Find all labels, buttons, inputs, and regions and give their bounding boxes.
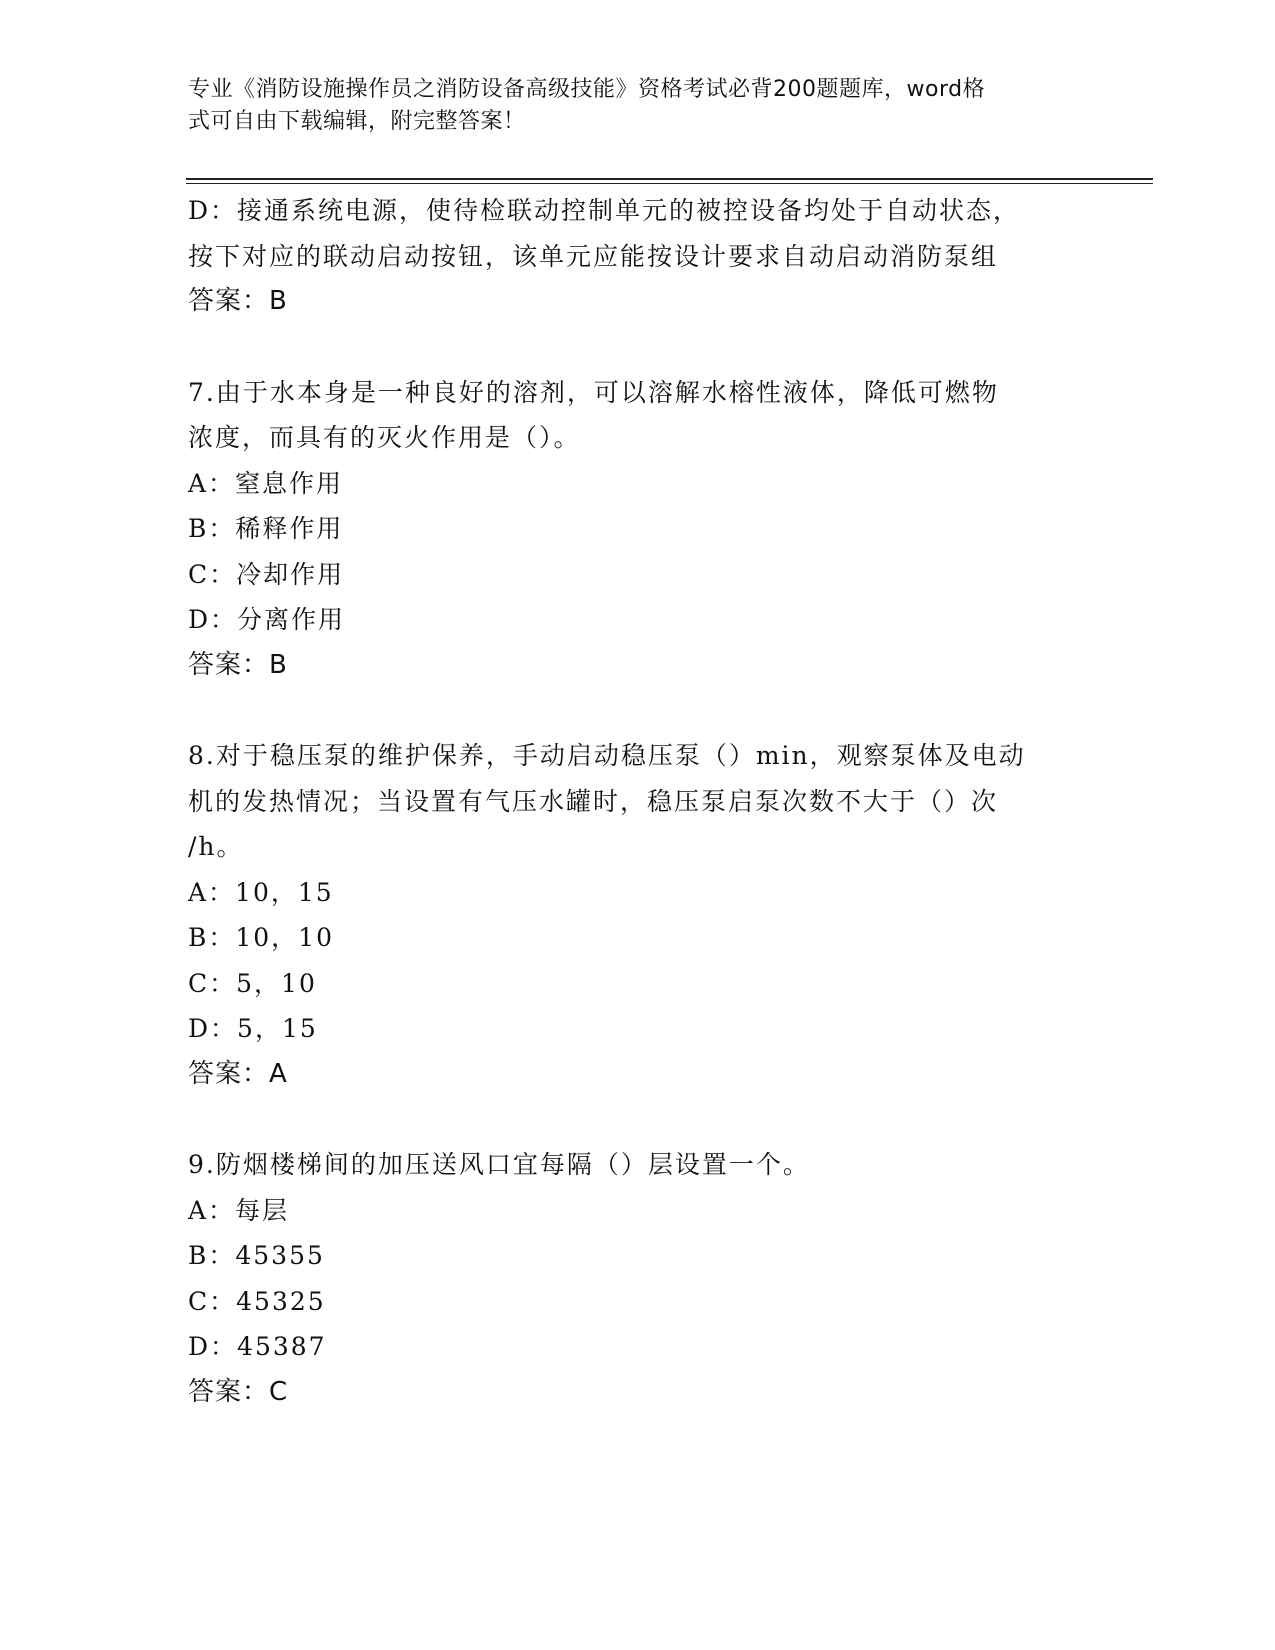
option-b: B：稀释作用 [188, 514, 344, 543]
option-d: D：45387 [188, 1332, 327, 1361]
document-body [188, 188, 1088, 1415]
option-d: D：分离作用 [188, 605, 346, 634]
question-stem-line: 浓度，而具有的灭火作用是（）。 [188, 423, 581, 452]
option-b: B：10，10 [188, 923, 334, 952]
document-header [188, 74, 1068, 138]
option-a: A：窒息作用 [188, 468, 344, 498]
option-d-line-2: 按下对应的联动启动按钮，该单元应能按设计要求自动启动消防泵组 [188, 241, 999, 271]
header-line-1: 专业《消防设施操作员之消防设备高级技能》资格考试必背200题题库，word格 [188, 77, 986, 102]
answer-label: 答案：C [188, 1376, 289, 1407]
question-stem-line: /h。 [188, 832, 244, 861]
question-stem-line: 机的发热情况；当设置有气压水罐时，稳压泵启泵次数不大于（）次 [188, 786, 999, 816]
question-stem-line: 7.由于水本身是一种良好的溶剂，可以溶解水榕性液体，降低可燃物 [188, 377, 999, 407]
spacer [188, 688, 1088, 733]
answer-label: 答案：A [188, 1058, 288, 1089]
answer-label: 答案：B [188, 286, 288, 316]
option-a: A：10，15 [188, 877, 334, 907]
spacer [188, 1097, 1088, 1142]
previous-question-tail [188, 188, 1088, 325]
answer-label: 答案：B [188, 649, 288, 680]
question-9 [188, 1142, 1088, 1415]
question-7 [188, 370, 1088, 689]
option-c: C：5，10 [188, 968, 317, 998]
option-c: C：冷却作用 [188, 559, 345, 589]
question-stem-line: 9.防烟楼梯间的加压送风口宜每隔（）层设置一个。 [188, 1150, 810, 1179]
spacer [188, 325, 1088, 370]
option-c: C：45325 [188, 1286, 326, 1316]
question-8 [188, 733, 1088, 1097]
question-stem-line: 8.对于稳压泵的维护保养，手动启动稳压泵（）min，观察泵体及电动 [188, 741, 1026, 770]
header-divider-thin [186, 183, 1153, 184]
header-line-2: 式可自由下载编辑，附完整答案！ [188, 109, 526, 134]
header-divider-thick [186, 178, 1153, 180]
option-d-line-1: D：接通系统电源，使待检联动控制单元的被控设备均处于自动状态， [188, 196, 1021, 225]
option-b: B：45355 [188, 1241, 325, 1270]
option-a: A：每层 [188, 1195, 290, 1225]
option-d: D：5，15 [188, 1014, 318, 1043]
